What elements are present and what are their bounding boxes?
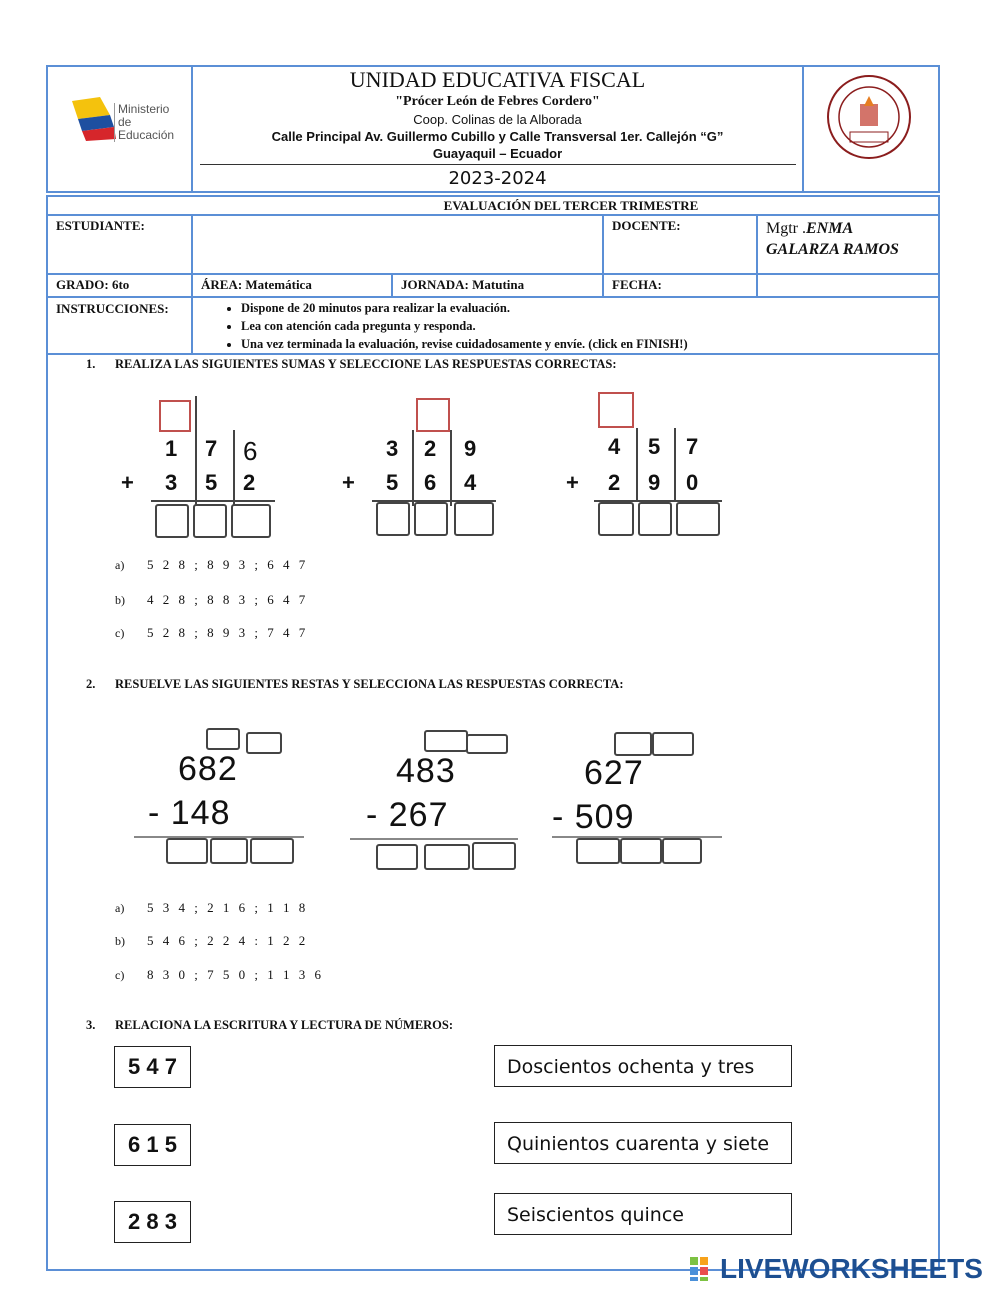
coop-line: Coop. Colinas de la Alborada: [413, 112, 582, 127]
digit: 0: [686, 470, 699, 495]
subtraction-problem-2: [348, 722, 528, 872]
option-letter: a): [115, 901, 125, 915]
digit: 5: [205, 470, 218, 495]
answer-box[interactable]: [454, 502, 494, 536]
minuend: 483: [396, 752, 456, 790]
sum-problem-2: [338, 392, 503, 542]
school-seal: [826, 74, 912, 160]
instructions-label: INSTRUCCIONES:: [56, 301, 169, 316]
teacher-name-1: ENMA: [806, 220, 854, 237]
instruction-item: • Lea con atención cada pregunta y responda.: [241, 317, 688, 335]
q2-option-a[interactable]: [115, 900, 308, 916]
shift-label: JORNADA: Matutina: [401, 277, 525, 292]
option-text: 5 4 6 ; 2 2 4 : 1 2 2: [147, 933, 309, 948]
instruction-item: • Una vez terminada la evaluación, revise cuidadosamente y envíe. (click en FINISH!): [241, 335, 688, 353]
answer-box[interactable]: [250, 838, 294, 864]
answer-box[interactable]: [376, 844, 418, 870]
subtraction-problem-3: [548, 722, 728, 872]
plus-sign: +: [566, 470, 579, 495]
answer-box[interactable]: [576, 838, 620, 864]
q3-title: [86, 1018, 453, 1033]
q2-option-b[interactable]: [115, 933, 308, 949]
liveworksheets-logo: [690, 1254, 983, 1284]
q1-number: 1.: [86, 357, 96, 371]
digit: 9: [464, 436, 477, 461]
answer-box[interactable]: [662, 838, 702, 864]
q1-option-b[interactable]: [115, 592, 308, 608]
borrow-box[interactable]: [246, 732, 282, 754]
digit: 2: [243, 470, 256, 495]
q1-option-a[interactable]: [115, 557, 308, 573]
sum-problem-1: [115, 392, 280, 542]
address-line: Calle Principal Av. Guillermo Cubillo y Calle Transversal 1er. Callejón “G”: [271, 129, 724, 144]
option-text: 5 2 8 ; 8 9 3 ; 6 4 7: [147, 557, 309, 572]
word-box-1[interactable]: Doscientos ochenta y tres: [494, 1045, 792, 1087]
answer-box[interactable]: [424, 844, 470, 870]
borrow-box[interactable]: [466, 734, 508, 754]
teacher-label: DOCENTE:: [612, 218, 681, 233]
answer-box[interactable]: [231, 504, 271, 538]
subtrahend: - 148: [148, 794, 231, 832]
teacher-name-2: GALARZA RAMOS: [766, 241, 899, 258]
number-box-3[interactable]: 2 8 3: [114, 1201, 191, 1243]
q1-text: REALIZA LAS SIGUIENTES SUMAS Y SELECCIONE LAS RESPUESTAS CORRECTAS:: [115, 357, 617, 371]
sum-problem-3: [562, 388, 727, 538]
answer-box[interactable]: [166, 838, 208, 864]
ecuador-flag-icon: [70, 95, 118, 143]
digit: 3: [386, 436, 399, 461]
answer-box[interactable]: [620, 838, 662, 864]
header-divider-right: [802, 65, 804, 193]
school-subtitle: "Prócer León de Febres Cordero": [395, 94, 600, 109]
digit: 5: [386, 470, 399, 495]
digit: 4: [608, 434, 621, 459]
option-text: 4 2 8 ; 8 8 3 ; 6 4 7: [147, 592, 309, 607]
plus-sign: +: [121, 470, 134, 495]
answer-box[interactable]: [676, 502, 720, 536]
minuend: 627: [584, 754, 644, 792]
area-label: ÁREA: Matemática: [201, 277, 312, 292]
carry-box[interactable]: [159, 400, 191, 432]
digit: 2: [608, 470, 621, 495]
answer-box[interactable]: [210, 838, 248, 864]
carry-box[interactable]: [598, 392, 634, 428]
option-text: 5 3 4 ; 2 1 6 ; 1 1 8: [147, 900, 309, 915]
evaluation-title: EVALUACIÓN DEL TERCER TRIMESTRE: [443, 198, 699, 213]
teacher-name: [766, 218, 899, 260]
subtrahend: - 509: [552, 798, 635, 836]
date-label: FECHA:: [612, 277, 662, 292]
liveworksheets-grid-icon: [690, 1257, 718, 1281]
word-box-2[interactable]: Quinientos cuarenta y siete: [494, 1122, 792, 1164]
borrow-box[interactable]: [206, 728, 240, 750]
q2-title: [86, 677, 624, 692]
digit: 6: [424, 470, 437, 495]
ministry-line1: Ministerio: [118, 102, 170, 116]
number-box-1[interactable]: 5 4 7: [114, 1046, 191, 1088]
plus-sign: +: [342, 470, 355, 495]
school-name: UNIDAD EDUCATIVA FISCAL: [349, 67, 646, 92]
number-box-2[interactable]: 6 1 5: [114, 1124, 191, 1166]
borrow-box[interactable]: [614, 732, 652, 756]
q2-text: RESUELVE LAS SIGUIENTES RESTAS Y SELECCIONA LAS RESPUESTAS CORRECTA:: [115, 677, 624, 691]
subtrahend: - 267: [366, 796, 449, 834]
answer-box[interactable]: [472, 842, 516, 870]
digit: 6: [243, 436, 258, 466]
borrow-box[interactable]: [652, 732, 694, 756]
answer-box[interactable]: [193, 504, 227, 538]
option-text: 8 3 0 ; 7 5 0 ; 1 1 3 6: [147, 967, 324, 982]
answer-box[interactable]: [638, 502, 672, 536]
instructions-list: [215, 299, 688, 353]
digit: 5: [648, 434, 661, 459]
subtraction-problem-1: [130, 722, 310, 872]
minuend: 682: [178, 750, 238, 788]
answer-box[interactable]: [376, 502, 410, 536]
ministry-line2: de Educación: [118, 115, 175, 142]
digit: 3: [165, 470, 178, 495]
q2-option-c[interactable]: [115, 967, 324, 983]
instruction-item: • Dispone de 20 minutos para realizar la evaluación.: [241, 299, 688, 317]
option-letter: c): [115, 626, 125, 640]
option-text: 5 2 8 ; 8 9 3 ; 7 4 7: [147, 625, 309, 640]
student-label: ESTUDIANTE:: [56, 218, 145, 233]
option-letter: b): [115, 934, 125, 948]
digit: 4: [464, 470, 477, 495]
ministry-logo: [70, 95, 185, 145]
digit: 1: [165, 436, 178, 461]
word-box-3[interactable]: Seiscientos quince: [494, 1193, 792, 1235]
q1-title: [86, 357, 617, 372]
answer-box[interactable]: [155, 504, 189, 538]
student-input[interactable]: [195, 217, 599, 271]
option-letter: c): [115, 968, 125, 982]
digit: 2: [424, 436, 437, 461]
answer-box[interactable]: [598, 502, 634, 536]
teacher-prefix: Mgtr .: [766, 220, 806, 237]
grade-label: GRADO: 6to: [56, 277, 130, 292]
digit: 9: [648, 470, 661, 495]
city-line: Guayaquil – Ecuador: [432, 146, 563, 161]
q3-number: 3.: [86, 1018, 96, 1032]
q1-option-c[interactable]: [115, 625, 308, 641]
answer-box[interactable]: [414, 502, 448, 536]
brand-text: LIVEWORKSHEETS: [720, 1253, 983, 1284]
school-seal-icon: [826, 74, 912, 160]
option-letter: b): [115, 593, 125, 607]
option-letter: a): [115, 558, 125, 572]
header-underline: [200, 164, 796, 165]
school-year: 2023-2024: [448, 168, 547, 189]
q2-number: 2.: [86, 677, 96, 691]
digit: 7: [205, 436, 218, 461]
digit: 7: [686, 434, 699, 459]
borrow-box[interactable]: [424, 730, 468, 752]
date-input[interactable]: [760, 276, 936, 296]
carry-box[interactable]: [416, 398, 450, 432]
q3-text: RELACIONA LA ESCRITURA Y LECTURA DE NÚMEROS:: [115, 1018, 454, 1032]
